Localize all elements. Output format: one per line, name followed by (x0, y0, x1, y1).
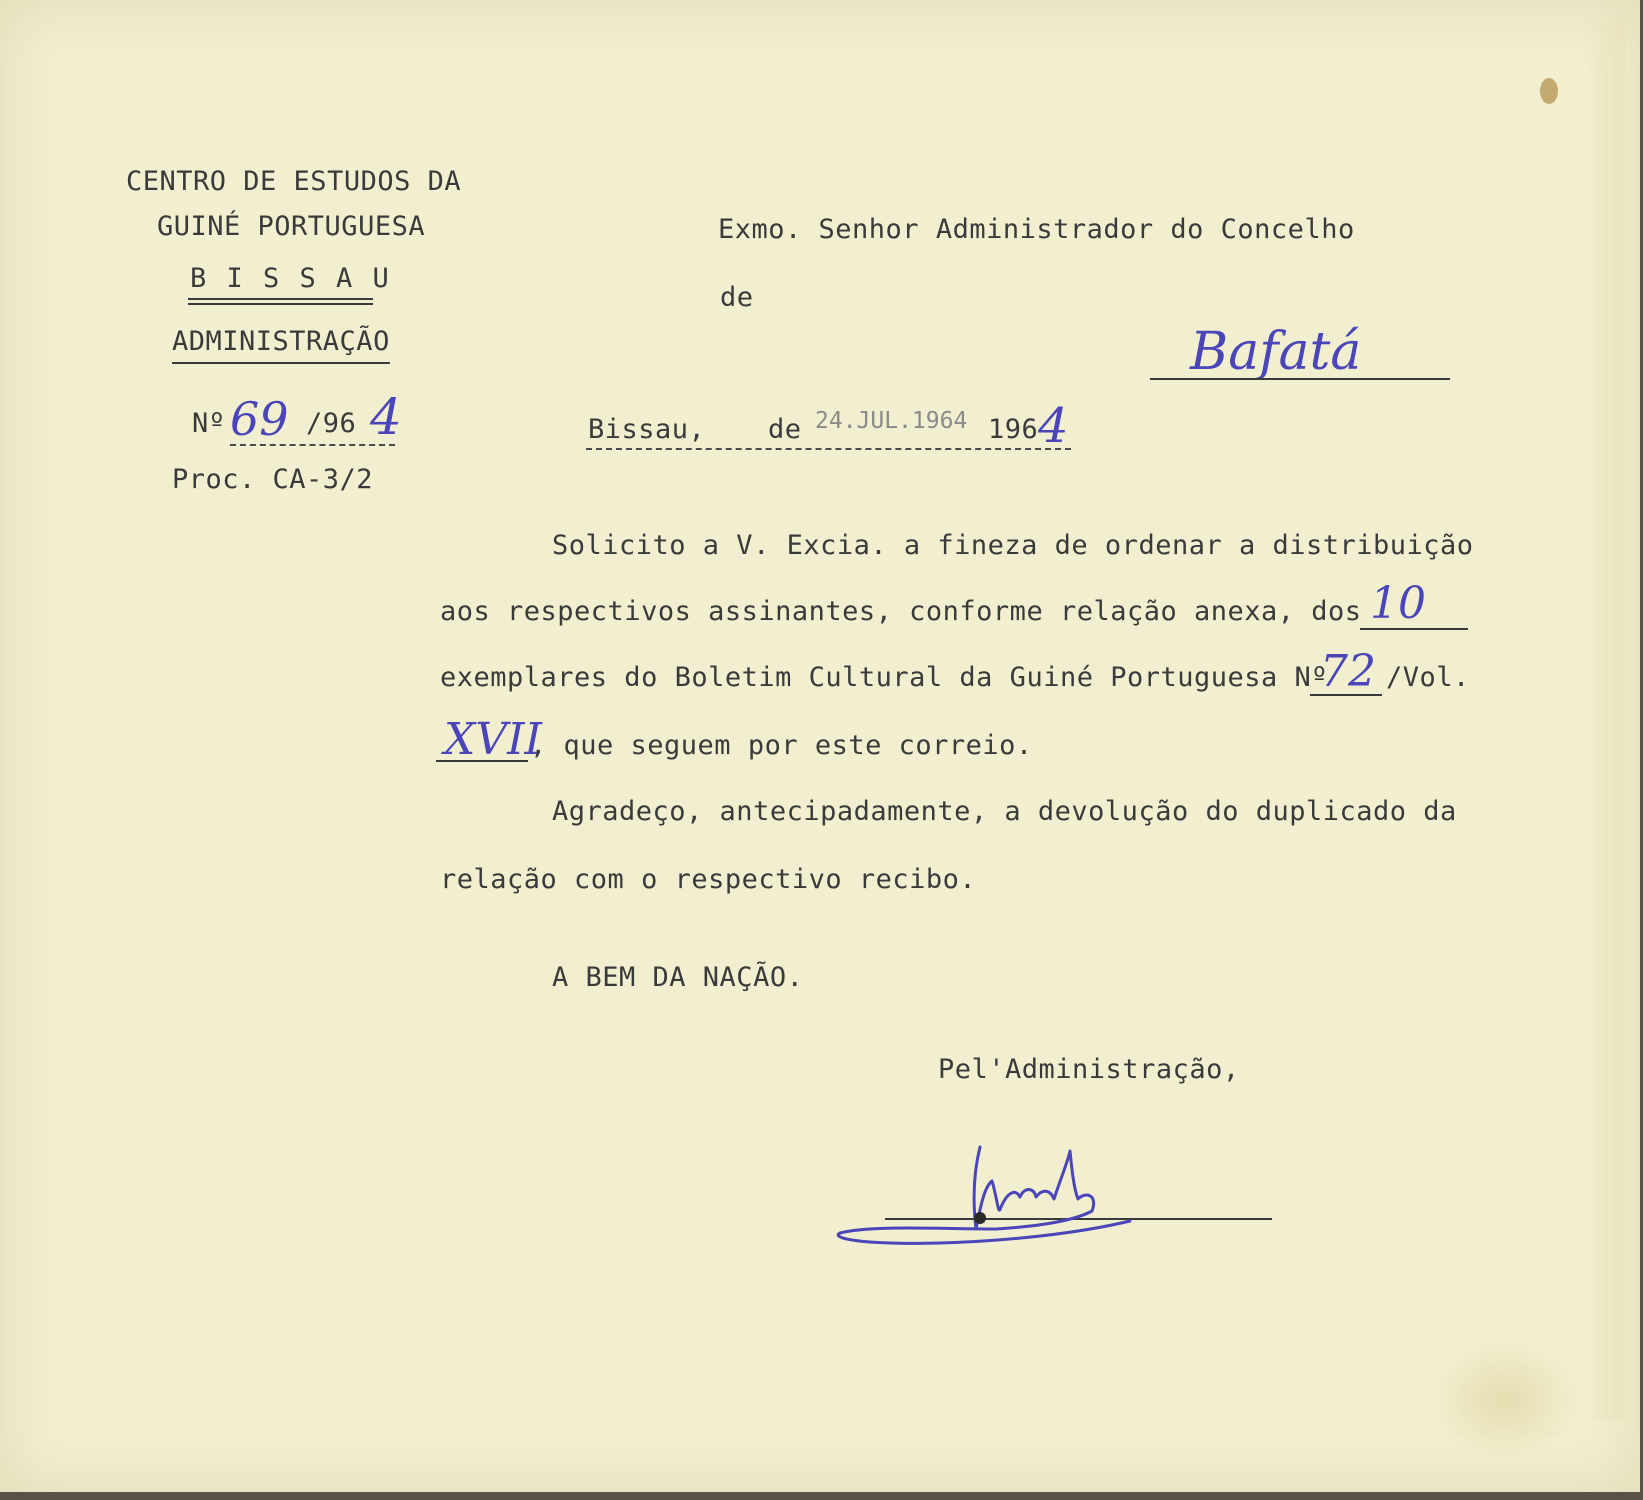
body-paragraph1-line1: Solicito a V. Excia. a fineza de ordenar a distribuição (552, 530, 1474, 561)
paper-stain (1585, 20, 1625, 1420)
city-underline (188, 303, 373, 305)
date-city: Bissau, (588, 414, 706, 445)
reference-year-handwritten: 4 (370, 388, 402, 446)
date-year-typed: 196 (988, 414, 1039, 445)
body-paragraph1-line2: aos respectivos assinantes, conforme relação anexa, dos (440, 596, 1362, 627)
issue-underline (1310, 694, 1382, 696)
issue-number-handwritten: 72 (1320, 646, 1376, 697)
quantity-underline (1360, 628, 1468, 630)
reference-year-typed: /96 (306, 408, 357, 439)
quantity-handwritten: 10 (1370, 578, 1426, 629)
volume-handwritten: XVII (444, 714, 542, 765)
addressee-place-handwritten: Bafatá (1190, 322, 1362, 382)
org-city: B I S S A U (190, 263, 391, 294)
process-reference: Proc. CA-3/2 (172, 464, 374, 495)
signature (830, 1125, 1230, 1255)
department-underline (172, 362, 390, 364)
addressee-line2: de (720, 282, 754, 313)
date-year-handwritten: 4 (1038, 398, 1069, 454)
paper-stain (1430, 1340, 1580, 1460)
date-de: de (768, 414, 802, 445)
org-name-line2: GUINÉ PORTUGUESA (157, 211, 426, 242)
addressee-place-underline (1150, 378, 1450, 380)
signatory-label: Pel'Administração, (938, 1054, 1240, 1085)
reference-number-prefix: Nº (192, 408, 226, 439)
dateline-underline (586, 448, 1071, 450)
volume-label: /Vol. (1386, 662, 1470, 693)
date-stamp: 24.JUL.1964 (815, 408, 968, 434)
reference-underline (230, 444, 395, 446)
volume-underline (436, 760, 528, 762)
org-name-line1: CENTRO DE ESTUDOS DA (126, 166, 462, 197)
city-underline (188, 298, 373, 300)
closing-salutation: A BEM DA NAÇÃO. (552, 962, 804, 993)
body-paragraph2-line1: Agradeço, antecipadamente, a devolução do duplicado da (552, 796, 1457, 827)
org-department: ADMINISTRAÇÃO (172, 326, 390, 357)
body-paragraph2-line2: relação com o respectivo recibo. (440, 864, 977, 895)
addressee-line1: Exmo. Senhor Administrador do Concelho (718, 214, 1355, 245)
body-paragraph1-line3: exemplares do Boletim Cultural da Guiné Portuguesa Nº (440, 662, 1329, 693)
paper-stain (1540, 78, 1558, 104)
reference-number-handwritten: 69 (230, 392, 289, 446)
body-paragraph1-line4: , que seguem por este correio. (530, 730, 1033, 761)
